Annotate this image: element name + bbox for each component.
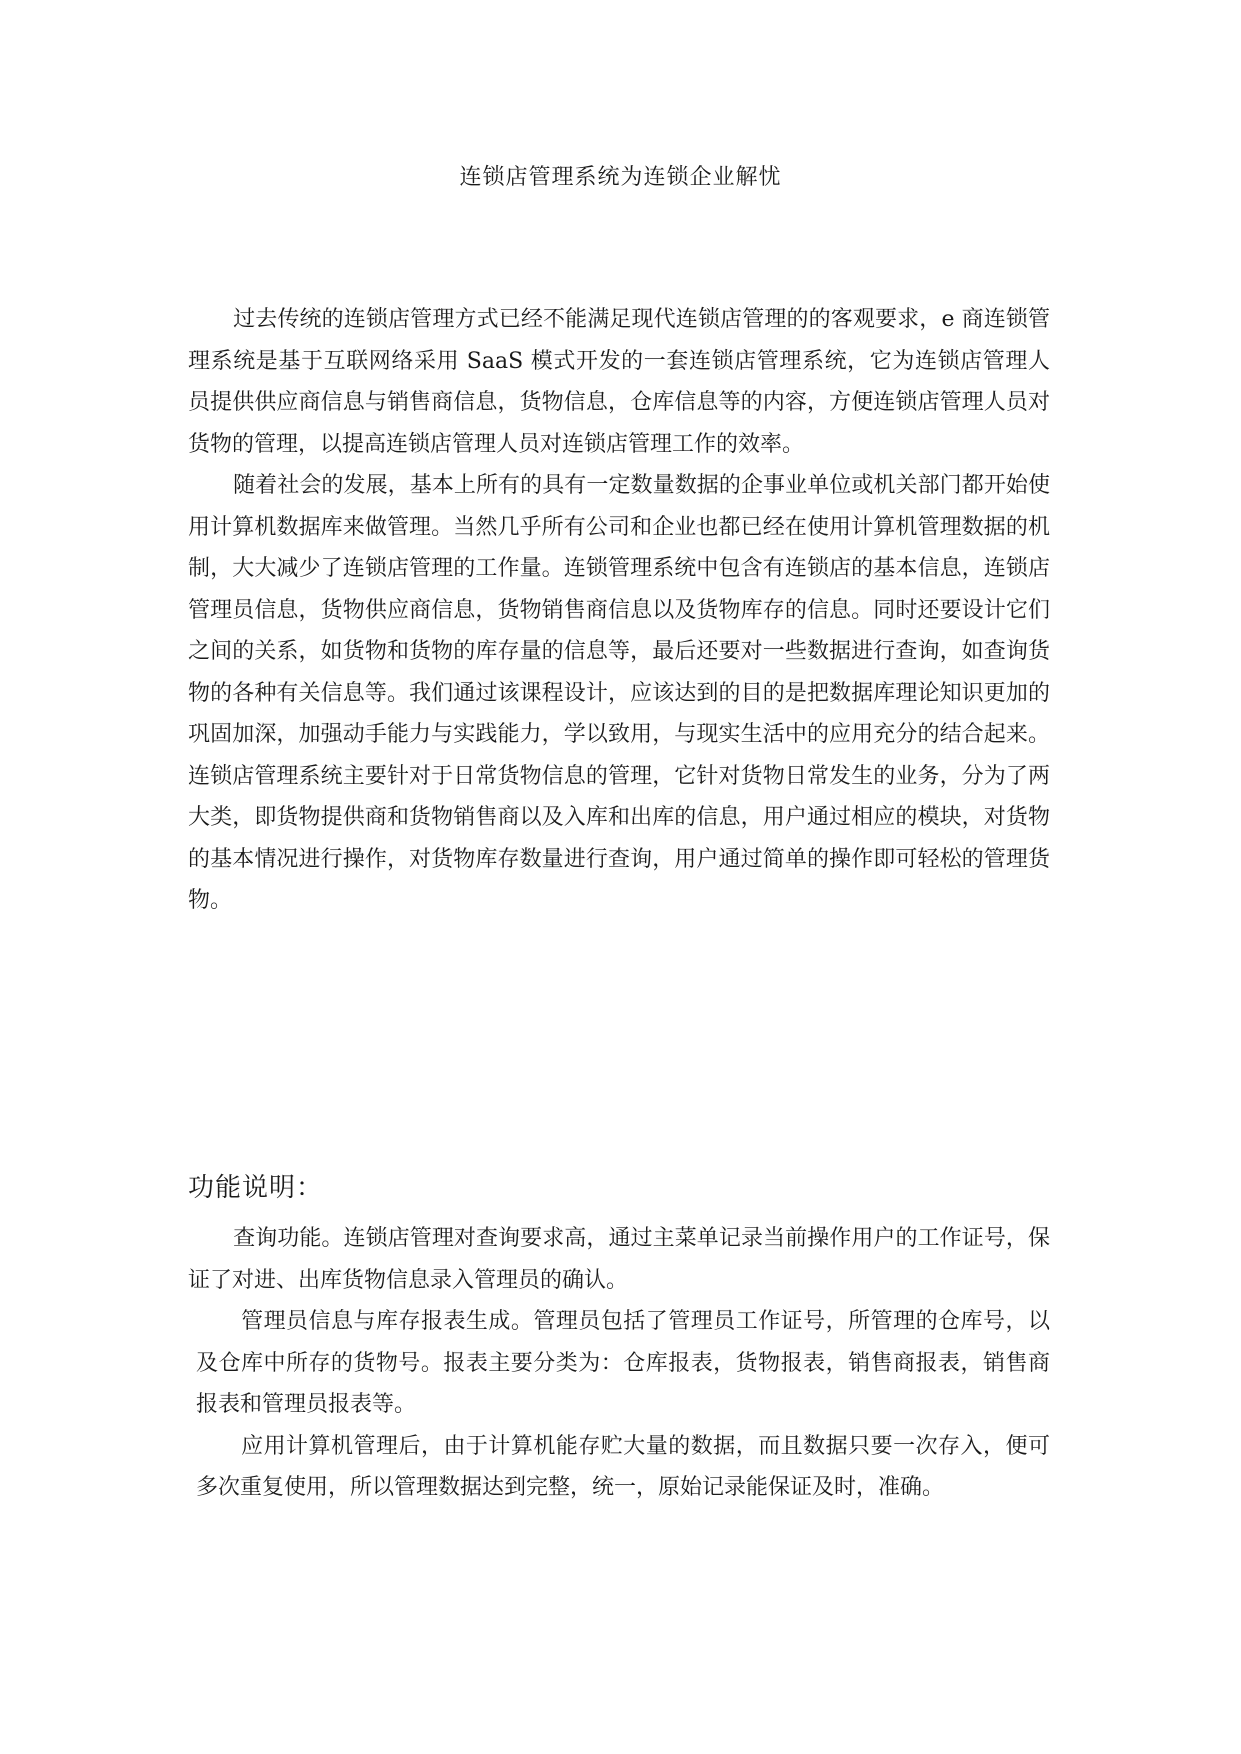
function-paragraph-query: 查询功能。连锁店管理对查询要求高，通过主菜单记录当前操作用户的工作证号，保证了对进、出库货物信息录入管理员的确认。 bbox=[188, 1226, 1050, 1293]
function-paragraph-reports: 管理员信息与库存报表生成。管理员包括了管理员工作证号，所管理的仓库号，以及仓库中所存的货物号。报表主要分类为：仓库报表，货物报表，销售商报表，销售商报表和管理员报表等。 bbox=[196, 1309, 1050, 1417]
intro-paragraph-1: 过去传统的连锁店管理方式已经不能满足现代连锁店管理的的客观要求，e 商连锁管理系统是基于互联网络采用 SaaS 模式开发的一套连锁店管理系统，它为连锁店管理人员提供供应商信息与销售商信息，货物信息，仓库信息等的内容，方便连锁店管理人员对货物的管理，以提高连锁店管理人员对连锁店管理工作的效率。 bbox=[188, 307, 1050, 457]
section-heading-functions: 功能说明： bbox=[188, 1173, 324, 1203]
intro-paragraph-2: 随着社会的发展，基本上所有的具有一定数量数据的企事业单位或机关部门都开始使用计算机数据库来做管理。当然几乎所有公司和企业也都已经在使用计算机管理数据的机制，大大减少了连锁店管理的工作量。连锁管理系统中包含有连锁店的基本信息，连锁店管理员信息，货物供应商信息，货物销售商信息以及货物库存的信息。同时还要设计它们之间的关系，如货物和货物的库存量的信息等，最后还要对一些数据进行查询，如查询货物的各种有关信息等。我们通过该课程设计，应该达到的目的是把数据库理论知识更加的巩固加深，加强动手能力与实践能力，学以致用，与现实生活中的应用充分的结合起来。连锁店管理系统主要针对于日常货物信息的管理，它针对货物日常发生的业务，分为了两大类，即货物提供商和货物销售商以及入库和出库的信息，用户通过相应的模块，对货物的基本情况进行操作，对货物库存数量进行查询，用户通过简单的操作即可轻松的管理货物。 bbox=[188, 473, 1050, 913]
function-paragraph-benefits: 应用计算机管理后，由于计算机能存贮大量的数据，而且数据只要一次存入，便可多次重复使用，所以管理数据达到完整，统一，原始记录能保证及时，准确。 bbox=[196, 1433, 1050, 1500]
intro-section bbox=[188, 299, 1050, 922]
document-title: 连锁店管理系统为连锁企业解忧 bbox=[459, 165, 782, 190]
function-section bbox=[188, 1218, 1050, 1509]
